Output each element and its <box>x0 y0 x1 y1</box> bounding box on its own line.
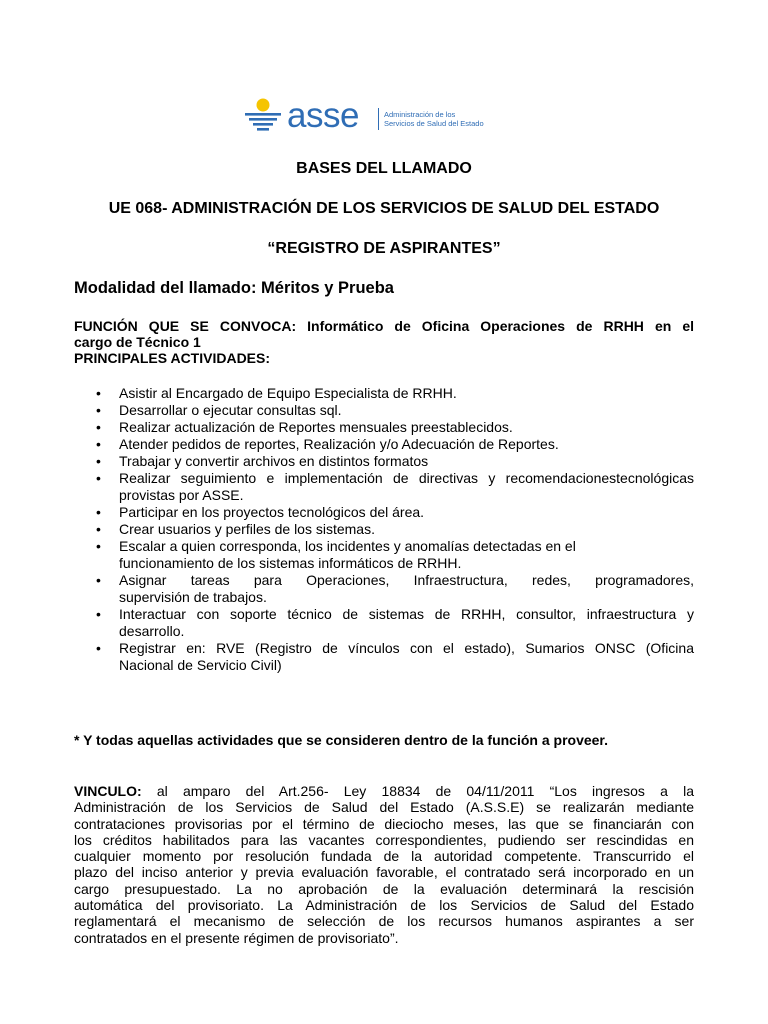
list-item: • Asignar tareas para Operaciones, Infraestructura, redes, programadores, supervisión de trabajos. <box>96 572 694 605</box>
list-item: • Desarrollar o ejecutar consultas sql. <box>96 402 342 418</box>
actividades-heading: PRINCIPALES ACTIVIDADES: <box>74 350 271 366</box>
bullet-icon: • <box>96 538 101 554</box>
logo-subtitle <box>384 110 484 128</box>
list-item: • Asistir al Encargado de Equipo Especialista de RRHH. <box>96 385 457 401</box>
vinculo-line: automática del provisoriato. La Administración de los Servicios de Salud del Estado <box>74 897 694 914</box>
bullet-icon: • <box>96 419 101 435</box>
logo-brand-text: asse <box>287 96 359 135</box>
vinculo-line: plazo del inciso anterior y previa evaluación favorable, el contratado será incorporado en un <box>74 864 694 881</box>
list-item: • Atender pedidos de reportes, Realización y/o Adecuación de Reportes. <box>96 436 559 452</box>
bullet-icon: • <box>96 436 101 452</box>
vinculo-line: Administración de los Servicios de Salud del Estado (A.S.S.E) se realizarán mediante <box>74 799 694 816</box>
vinculo-line: reglamentará el mecanismo de selección de los recursos humanos aspirantes a ser <box>74 913 694 930</box>
vinculo-line: cualquier momento por resolución fundada de la autoridad competente. Transcurrido el <box>74 848 694 865</box>
list-item: • Crear usuarios y perfiles de los sistemas. <box>96 521 375 537</box>
vinculo-label: VINCULO: <box>74 783 142 799</box>
list-item: • Realizar seguimiento e implementación de directivas y recomendacionestecnológicas provistas por ASSE. <box>96 470 694 503</box>
logo-subtitle-line1: Administración de los <box>384 110 456 119</box>
funcion-section <box>74 318 694 366</box>
bullet-icon: • <box>96 504 101 520</box>
registro-heading: “REGISTRO DE ASPIRANTES” <box>267 240 501 257</box>
list-item: • Realizar actualización de Reportes mensuales preestablecidos. <box>96 419 513 435</box>
sun-waves-icon <box>243 96 283 136</box>
bullet-icon: • <box>96 470 101 486</box>
funcion-line1: FUNCIÓN QUE SE CONVOCA: Informático de Oficina Operaciones de RRHH en el <box>74 318 694 334</box>
bullet-icon: • <box>96 402 101 418</box>
bullet-icon: • <box>96 521 101 537</box>
logo-subtitle-line2: Servicios de Salud del Estado <box>384 119 484 128</box>
bullet-icon: • <box>96 385 101 401</box>
document-title: BASES DEL LLAMADO <box>296 160 472 177</box>
asse-logo <box>243 96 493 140</box>
vinculo-line: cargo presupuestado. La no aprobación de la evaluación determinará la rescisión <box>74 880 694 897</box>
vinculo-line: contratados en el presente régimen de provisoriato”. <box>74 929 399 946</box>
list-item: • Registrar en: RVE (Registro de vínculos con el estado), Sumarios ONSC (Oficina Nacional de Servicio Civil) <box>96 640 694 673</box>
list-item: • Participar en los proyectos tecnológicos del área. <box>96 504 425 520</box>
vinculo-paragraph <box>74 783 694 946</box>
bullet-icon: • <box>96 606 101 622</box>
modalidad-heading: Modalidad del llamado: Méritos y Prueba <box>74 279 394 297</box>
funcion-line2: cargo de Técnico 1 <box>74 334 201 350</box>
bullet-icon: • <box>96 453 101 469</box>
list-item: • Escalar a quien corresponda, los incidentes y anomalías detectadas en el funcionamiento de los sistemas informáticos de RRHH. <box>96 538 576 571</box>
logo-separator <box>378 108 379 130</box>
vinculo-line: VINCULO: al amparo del Art.256- Ley 18834 de 04/11/2011 “Los ingresos a la <box>74 783 695 799</box>
bullet-icon: • <box>96 640 101 656</box>
list-item: • Trabajar y convertir archivos en distintos formatos <box>96 453 429 469</box>
todas-actividades-note: * Y todas aquellas actividades que se consideren dentro de la función a proveer. <box>74 732 608 748</box>
vinculo-line: los créditos habilitados para las vacantes correspondientes, pudiendo ser rescindidas en <box>74 831 694 848</box>
vinculo-line: contrataciones provisorias por el término de dieciocho meses, las que se financiarán con <box>74 815 694 832</box>
unit-heading: UE 068- ADMINISTRACIÓN DE LOS SERVICIOS DE SALUD DEL ESTADO <box>108 200 660 217</box>
list-item: • Interactuar con soporte técnico de sistemas de RRHH, consultor, infraestructura y desarrollo. <box>96 606 694 639</box>
actividades-list <box>74 385 694 674</box>
bullet-icon: • <box>96 572 101 588</box>
